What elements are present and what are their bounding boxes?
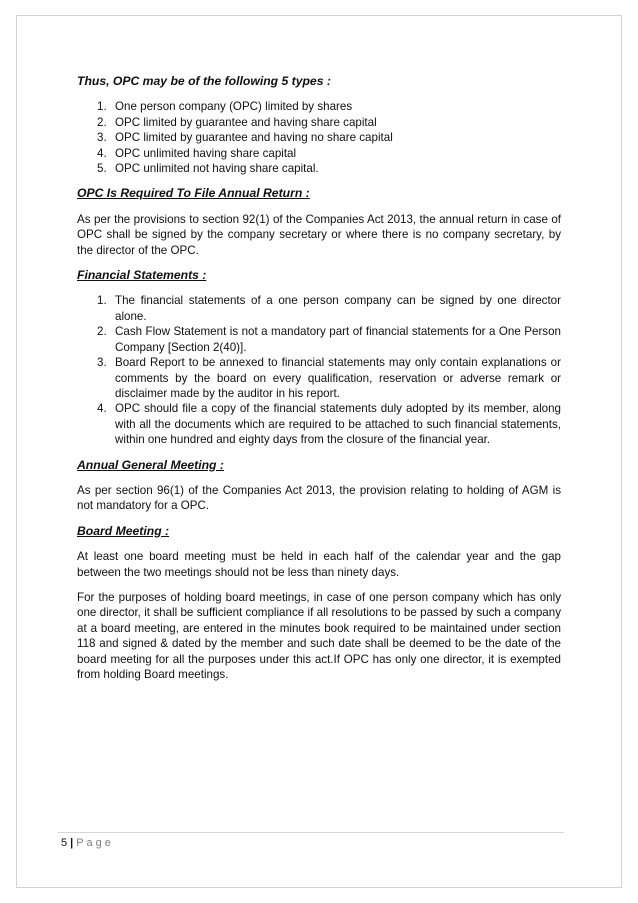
types-list: [77, 99, 561, 176]
board-meeting-heading: Board Meeting :: [77, 523, 170, 538]
list-item: [77, 324, 561, 355]
agm-text: As per section 96(1) of the Companies Act 2013, the provision relating to holding of AGM is not mandatory for a OPC.: [77, 483, 561, 513]
list-item: [77, 115, 561, 130]
list-text: OPC limited by guarantee and having no share capital: [115, 131, 393, 145]
list-text: OPC limited by guarantee and having share capital: [115, 115, 377, 129]
page-label: Page: [76, 837, 114, 849]
page-content: [77, 74, 561, 692]
financial-statements-list: [77, 293, 561, 447]
list-item: [77, 146, 561, 161]
list-text: OPC unlimited not having share capital.: [115, 162, 319, 176]
list-number: 4.: [97, 402, 107, 416]
types-heading: Thus, OPC may be of the following 5 types :: [77, 74, 331, 88]
list-text: The financial statements of a one person company can be signed by one director alone.: [115, 294, 561, 323]
list-number: 1.: [97, 100, 107, 114]
list-text: One person company (OPC) limited by shares: [115, 100, 353, 114]
list-number: 3.: [97, 356, 107, 370]
agm-heading: Annual General Meeting :: [77, 457, 224, 472]
list-number: 1.: [97, 294, 107, 308]
list-item: [77, 355, 561, 401]
list-item: [77, 161, 561, 176]
list-number: 4.: [97, 146, 107, 160]
list-text: Board Report to be annexed to financial statements may only contain explanations or comments by the board on every qualification, reservation or adverse remark or disclaimer made by the auditor in his report.: [115, 356, 561, 400]
list-item: [77, 293, 561, 324]
board-meeting-text-1: At least one board meeting must be held in each half of the calendar year and the gap between the two meetings should not be less than ninety days.: [77, 550, 561, 579]
footer-divider: [58, 832, 564, 833]
list-number: 2.: [97, 325, 107, 339]
list-text: OPC unlimited having share capital: [115, 146, 297, 160]
annual-return-text: As per the provisions to section 92(1) of the Companies Act 2013, the annual return in case of OPC shall be signed by the company secretary or where there is no company secretary, by the director of the OPC.: [77, 212, 561, 257]
list-number: 3.: [97, 131, 107, 145]
financial-statements-heading: Financial Statements :: [77, 268, 207, 283]
list-text: Cash Flow Statement is not a mandatory part of financial statements for a One Person Company [Section 2(40)].: [115, 325, 561, 354]
list-item: [77, 99, 561, 114]
board-meeting-text-2: For the purposes of holding board meetings, in case of one person company which has only one director, it shall be sufficient compliance if all resolutions to be passed by such a company at a board meeting, are entered in the minutes book required to be maintained under section 118 and signed & dated by the member and such date shall be deemed to be the date of the board meeting for all the purposes under this act.If OPC has only one director, it is exempted from holding Board meetings.: [77, 590, 561, 681]
list-number: 2.: [97, 115, 107, 129]
list-item: [77, 401, 561, 447]
page-number: 5: [61, 837, 68, 849]
list-text: OPC should file a copy of the financial statements duly adopted by its member, along with all the documents which are required to be attached to such financial statements, within one hundred and eighty days from the closure of the financial year.: [115, 402, 561, 447]
list-number: 5.: [97, 162, 107, 176]
footer-separator: |: [70, 837, 74, 849]
page-footer: [61, 837, 114, 849]
annual-return-heading: OPC Is Required To File Annual Return :: [77, 186, 310, 201]
list-item: [77, 130, 561, 145]
